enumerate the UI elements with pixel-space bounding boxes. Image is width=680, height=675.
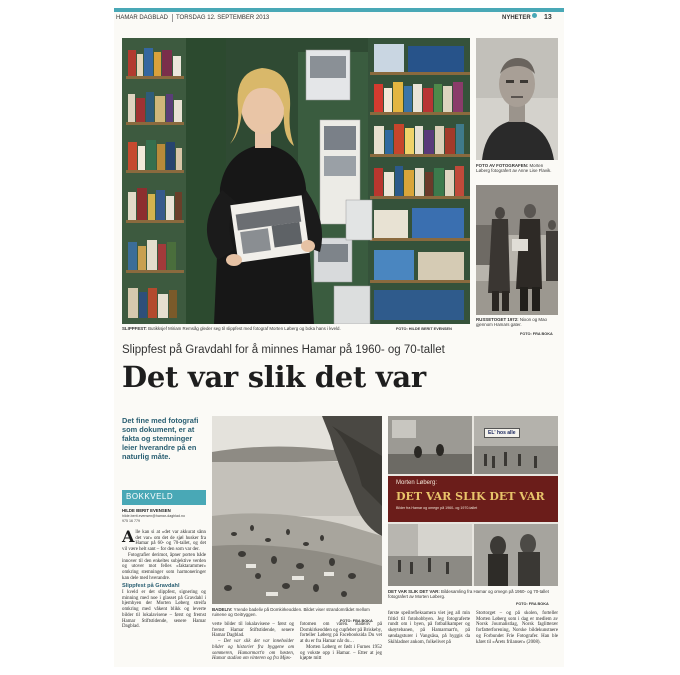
page-number: 13 (544, 14, 552, 21)
article-lead: Det fine med fotografi som dokument, er at fakta og stemninger leier hverandre på en naturlig måte. (122, 416, 199, 461)
book-credit: FOTO: FRA BOKA (516, 602, 549, 606)
article-headline: Det var slik det var (122, 360, 426, 394)
russetoget-caption: RUSSETOGET 1972: Nixon og Mao gjennom Hamars gater. (476, 317, 547, 328)
body-column-2 (212, 622, 294, 662)
body-column-4 (388, 611, 470, 645)
byline-name: HILDE BERIT EVENSEN (122, 508, 171, 513)
body-paragraph: Morten Løberg er født i Furnes 1952 og vokste opp i Hamar. – Etter at jeg kjøpte mitt (300, 644, 382, 662)
body-paragraph: verte bilder til lokalavisene – først og fremst Hamar Stiftstidende, senere Hamar Dagblad. (212, 622, 294, 639)
book-cover-title: DET VAR SLIK DET VAR (396, 490, 545, 503)
section-name: NYHETER (502, 15, 531, 21)
book-caption: DET VAR SLIK DET VAR: Bildesamling fra Hamar og omegn på 1960- og 70-tallet fotografert av Morten Løberg. (388, 589, 549, 600)
book-collage-photo (388, 416, 558, 586)
top-photo-caption: SLIPPFEST: Butikksjef Miriam Remsåg gleder seg til slippfest med fotograf Morten Løberg og boka hans i kveld. (122, 326, 341, 331)
byline-email[interactable]: hilde.berit.evensen@hamar-dagblad.no (122, 514, 185, 518)
body-paragraph: fotomen om våren. Badeliv på Domkirkeodden og cupfeber på Briskeby, forteller Løberg på Facebooksida Du vet at du er fra Hamar når du… (300, 622, 382, 645)
article-kicker: Slippfest på Gravdahl for å minnes Hamar på 1960- og 70-tallet (122, 344, 445, 356)
badeliv-credit: FOTO: FRA BOKA (340, 619, 373, 623)
issue-date: TORSDAG 12. SEPTEMBER 2013 (176, 15, 270, 21)
russetoget-credit: FOTO: FRA BOKA (520, 332, 553, 336)
collage-shop-sign: EL' hos alle (484, 428, 520, 438)
body-paragraph: lle kan si at «det var akkurat sånn det var» om det de sjøl husker fra Hamar på 60- og 70-tallet, og det vil være helt sant – for den som var der. (122, 530, 206, 553)
header-divider (172, 14, 173, 22)
book-cover-author: Morten Løberg: (396, 480, 438, 486)
body-column-3 (300, 622, 382, 662)
body-paragraph: Stortorget – og på skolen, forteller Morten Løberg som i dag er medlem av Norsk Journalistlag, Norsk faglitterær forfatterforening, Norske bildekunstnere og Forbundet Frie Fotografer. Han ble kåret til «Årets frilanser» (2008). (476, 611, 558, 645)
portrait-caption: FOTO AV FOTOGRAFEN: Morten Løberg fotografert av Anne Lise Flavik. (476, 163, 552, 174)
paper-name: HAMAR DAGBLAD (116, 15, 169, 21)
newspaper-page (114, 8, 564, 667)
subheading-slippfest: Slippfest på Gravdahl (122, 583, 180, 590)
body-paragraph: Fotografier derimot, åpner porten både innover til den enkeltes subjektive verden og utover mot felles «faktarammer» omkring stemninger som harmoneringer kan dele med hverandre. (122, 552, 206, 581)
body-column-5 (476, 611, 558, 645)
drop-cap: A (122, 527, 135, 546)
body-paragraph: – Det var slik det var inneholder bilder og historier fra byggene om sommeren, Hamarmart'n om høsten, Hamar stadion om vinteren og fra Mjøs- (212, 639, 294, 662)
badeliv-caption: BADELIV: Yrende badeliv på Domkirkeodden. Bildet viser strandområdet mellom ruinene og Geitryggen. (212, 607, 370, 618)
header-accent-bar (114, 8, 564, 12)
byline-phone: 975 16 779 (122, 519, 140, 523)
column-tag: BOKKVELD (122, 490, 206, 504)
photographer-portrait (476, 38, 558, 160)
body-column-1 (122, 527, 206, 630)
bookstore-photo (122, 38, 470, 324)
body-paragraph: I kveld er det slippfest, signering og minning med noe i glasset på Gravdahl i hjemhyen der Morten Løberg streifa omkring med våkent blikk og leverte bilder til lokalavisene – først og fremst Hamar Stiftstidende, senere Hamar Dagblad. (122, 590, 206, 630)
badeliv-photo (212, 416, 382, 604)
section-dot-icon (532, 13, 537, 18)
book-cover (388, 476, 558, 522)
column-tag-rule (122, 504, 206, 505)
book-cover-subtitle: Bilder fra Hamar og omegn på 1960- og 1970-tallet (396, 506, 478, 510)
body-paragraph: første speilrefleksamera viet jeg all min fritid til fotohobbyen. Jeg fotograferte rundt om i byen, på fotballkamper og skøytebanen, på Hamarmart'n, på søndagsturer i Vangsåsa, på hyggis da Skihladner ankom, folkelivet på (388, 611, 470, 645)
russetoget-photo (476, 185, 558, 315)
top-photo-credit: FOTO: HILDE BERIT EVENSEN (396, 327, 452, 331)
